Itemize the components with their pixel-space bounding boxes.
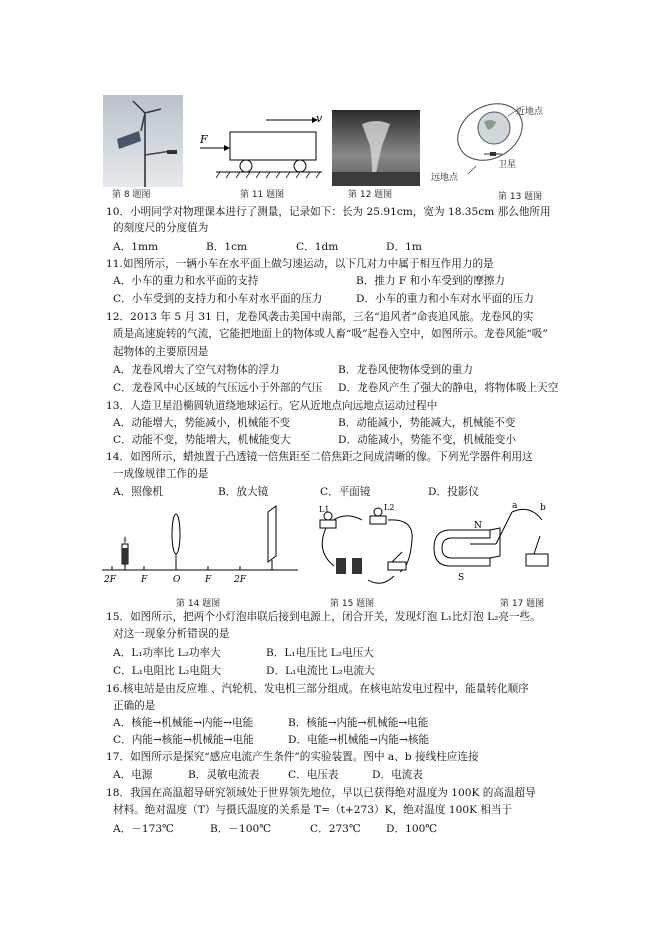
figure-8-wind-turbine (103, 95, 183, 187)
q16-option-d[interactable]: D．电能→机械能→内能→核能 (288, 734, 430, 746)
lens-label-f-right: F (205, 575, 212, 585)
q12-stem-cont2: 起物体的主要原因是 (113, 346, 209, 358)
q12-option-a[interactable]: A．龙卷风增大了空气对物体的浮力 (113, 364, 280, 376)
q11-stem: 11.如图所示，一辆小车在水平面上做匀速运动，以下几对力中属于相互作用力的是 (106, 258, 494, 270)
q18-option-d[interactable]: D．100℃ (386, 823, 438, 835)
lamp-l1-label: L1 (319, 505, 330, 514)
q18-stem: 18．我国在高温超导研究领域处于世界领先地位，早以已获得绝对温度为 100K 的高温超导 (106, 787, 536, 799)
figure-15-circuit (304, 500, 428, 594)
figure-13-perigee-label: 近地点 (516, 107, 544, 117)
q14-option-d[interactable]: D．投影仪 (428, 486, 479, 498)
magnet-n-label: N (474, 521, 482, 531)
q14-stem: 14．如图所示，蜡烛置于凸透镜一倍焦距至二倍焦距之间成清晰的像。下列光学器件利用这 (106, 451, 533, 463)
q16-stem: 16.核电站是由反应堆 、汽轮机、发电机三部分组成。在核电站发电过程中，能量转化顺序 (106, 683, 529, 695)
q10-stem-cont: 的刻度尺的分度值为 (113, 222, 209, 234)
q17-option-d[interactable]: D．电流表 (372, 769, 423, 781)
q13-option-c[interactable]: C．动能不变，势能增大，机械能变大 (113, 434, 291, 446)
figure-12-caption: 第 12 题图 (348, 190, 393, 200)
force-label: F (200, 133, 208, 146)
q15-stem: 15．如图所示，把两个小灯泡串联后接到电源上，闭合开关，发现灯泡 L₁比灯泡 L₂亮一些。 (106, 611, 541, 623)
lens-label-2f-right: 2F (234, 575, 246, 585)
q15-option-b[interactable]: B．L₁电压比 L₂电压大 (266, 647, 374, 659)
q16-option-c[interactable]: C．内能→核能→机械能→电能 (113, 734, 254, 746)
figure-17-caption: 第 17 题图 (500, 599, 545, 609)
figure-11-cart (196, 110, 324, 188)
q17-option-a[interactable]: A．电源 (113, 769, 153, 781)
q10-option-c[interactable]: C．1dm (296, 241, 339, 253)
figure-8-caption: 第 8 题图 (112, 190, 151, 200)
q13-option-d[interactable]: D．动能减小，势能不变，机械能变小 (338, 434, 516, 446)
q10-option-a[interactable]: A．1mm (113, 241, 159, 253)
figure-12-tornado (332, 110, 420, 186)
q11-option-d[interactable]: D．小车的重力和小车对水平面的压力 (356, 293, 534, 305)
q12-option-b[interactable]: B．龙卷风使物体受到的重力 (338, 364, 473, 376)
q14-option-b[interactable]: B．放大镜 (218, 486, 269, 498)
lens-label-f-left: F (141, 575, 148, 585)
q16-option-a[interactable]: A．核能→机械能→内能→电能 (113, 717, 254, 729)
figure-14-lens-setup (100, 500, 300, 590)
q17-option-c[interactable]: C．电压表 (288, 769, 339, 781)
figure-11-caption: 第 11 题图 (240, 190, 285, 200)
terminal-b-label: b (540, 503, 546, 513)
figure-13-satellite-label: 卫星 (498, 160, 517, 170)
q11-option-c[interactable]: C．小车受到的支持力和小车对水平面的压力 (113, 293, 323, 305)
velocity-label: v (316, 112, 323, 125)
q16-stem-cont: 正确的是 (113, 700, 156, 712)
q15-option-a[interactable]: A．L₁功率比 L₂功率大 (113, 647, 221, 659)
q18-stem-cont: 材料。绝对温度（T）与摄氏温度的关系是 T=（t+273）K，绝对温度 100K 相当于 (113, 804, 513, 816)
q15-stem-cont: 对这一现象分析错误的是 (113, 628, 230, 640)
q12-stem-cont: 质是高速旋转的气流，它能把地面上的物体或人畜“吸”起卷入空中，如图所示。龙卷风能“吸” (113, 328, 548, 340)
figure-14-caption: 第 14 题图 (176, 599, 221, 609)
q16-option-b[interactable]: B．核能→内能→机械能→电能 (288, 717, 429, 729)
lamp-l2-label: L2 (384, 503, 395, 512)
q18-option-a[interactable]: A．－173℃ (113, 823, 174, 835)
q15-option-c[interactable]: C．L₁电阻比 L₂电阻大 (113, 665, 222, 677)
lens-label-2f-left: 2F (104, 575, 116, 585)
q13-option-a[interactable]: A．动能增大，势能减小，机械能不变 (113, 417, 291, 429)
q10-option-d[interactable]: D．1m (386, 241, 422, 253)
figure-15-caption: 第 15 题图 (330, 599, 375, 609)
q12-option-d[interactable]: D．龙卷风产生了强大的静电，将物体吸上天空 (338, 382, 559, 394)
q18-option-b[interactable]: B．－100℃ (210, 823, 272, 835)
q12-stem: 12．2013 年 5 月 31 日，龙卷风袭击美国中南部，三名“追风者”命丧追风旅。龙卷风的实 (106, 311, 534, 323)
lens-label-o: O (173, 575, 181, 585)
figure-13-apogee-label: 远地点 (431, 173, 459, 183)
q11-option-a[interactable]: A．小车的重力和水平面的支持 (113, 275, 259, 287)
q13-option-b[interactable]: B．动能减小，势能减大，机械能不变 (338, 417, 516, 429)
q14-option-a[interactable]: A．照像机 (113, 486, 164, 498)
q18-option-c[interactable]: C．273℃ (310, 823, 361, 835)
q14-stem-cont: 一成像规律工作的是 (113, 468, 209, 480)
terminal-a-label: a (512, 501, 518, 511)
q11-option-b[interactable]: B．推力 F 和小车受到的摩擦力 (356, 275, 505, 287)
figure-13-caption: 第 13 题图 (498, 192, 543, 202)
q13-stem: 13．人造卫星沿椭圆轨道绕地球运行。它从近地点向远地点运动过程中 (106, 400, 438, 412)
q17-option-b[interactable]: B．灵敏电流表 (188, 769, 260, 781)
q10-option-b[interactable]: B．1cm (206, 241, 248, 253)
figure-17-induction-apparatus (430, 500, 560, 594)
q17-stem: 17．如图所示是探究“感应电流产生条件”的实验装置。图中 a、b 接线柱应连接 (106, 751, 479, 763)
q15-option-d[interactable]: D．L₁电流比 L₂电流大 (266, 665, 375, 677)
q12-option-c[interactable]: C．龙卷风中心区域的气压远小于外部的气压 (113, 382, 323, 394)
q14-option-c[interactable]: C．平面镜 (320, 486, 371, 498)
q10-stem: 10．小明同学对物理课本进行了测量，记录如下：长为 25.91cm，宽为 18.35cm 那么他所用 (106, 206, 551, 218)
magnet-s-label: S (458, 573, 465, 583)
